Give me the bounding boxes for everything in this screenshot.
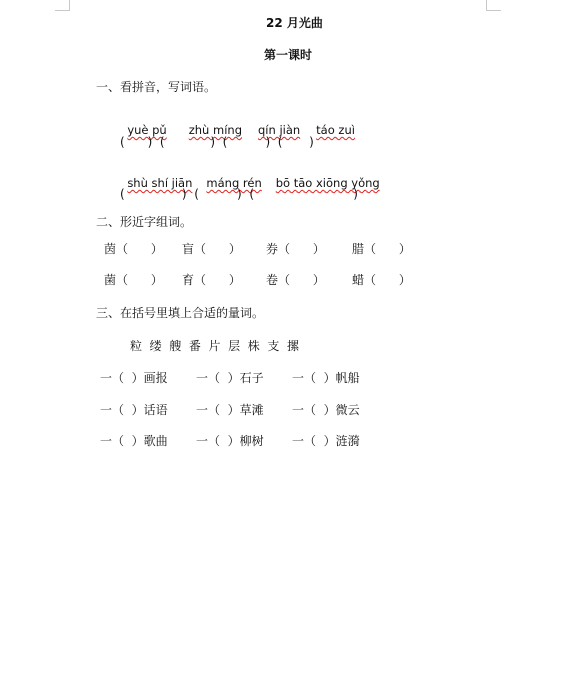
- similar-char-item: 腊（ ）: [352, 242, 411, 256]
- section3-heading: 三、在括号里填上合适的量词。: [96, 306, 265, 320]
- similar-char-item: 卷（ ）: [266, 273, 325, 287]
- page-subtitle: 第一课时: [264, 48, 313, 62]
- similar-char-item: 菌（ ）: [104, 273, 163, 287]
- measure-item: 一（ ）草滩: [196, 403, 264, 417]
- crop-mark-top-left: [55, 0, 70, 11]
- pinyin-word: qín jiàn: [258, 123, 301, 137]
- measure-word-bank: 粒 缕 艘 番 片 层 株 支 摞: [130, 339, 300, 353]
- measure-item: 一（ ）帆船: [292, 371, 360, 385]
- measure-item: 一（ ）微云: [292, 403, 360, 417]
- similar-char-item: 盲（ ）: [182, 242, 241, 256]
- section2-heading: 二、形近字组词。: [96, 215, 193, 229]
- similar-char-item: 蜡（ ）: [352, 273, 411, 287]
- pinyin-row-2: [120, 162, 380, 190]
- similar-char-item: 券（ ）: [266, 242, 325, 256]
- measure-item: 一（ ）柳树: [196, 434, 264, 448]
- pinyin-word: bō tāo xiōng yǒng: [275, 176, 380, 190]
- pinyin-word: zhù míng: [188, 123, 242, 137]
- section1-heading: 一、看拼音，写词语。: [96, 80, 217, 94]
- answer-blanks-row-1: ( ) ( ) ( ) ( ): [120, 135, 314, 149]
- measure-item: 一（ ）画报: [100, 371, 168, 385]
- pinyin-word: máng rén: [206, 176, 262, 190]
- crop-mark-top-right: [486, 0, 501, 11]
- page-title: 22 月光曲: [266, 16, 323, 30]
- pinyin-word: shù shí jiān: [127, 176, 193, 190]
- measure-item: 一（ ）涟漪: [292, 434, 360, 448]
- answer-blanks-row-2: ( ) ( ) ( ): [120, 187, 358, 201]
- measure-item: 一（ ）歌曲: [100, 434, 168, 448]
- pinyin-word: yuè pǔ: [127, 123, 167, 137]
- measure-item: 一（ ）话语: [100, 403, 168, 417]
- pinyin-word: táo zuì: [316, 123, 355, 137]
- similar-char-item: 育（ ）: [182, 273, 241, 287]
- measure-item: 一（ ）石子: [196, 371, 264, 385]
- similar-char-item: 茵（ ）: [104, 242, 163, 256]
- pinyin-row-1: [120, 109, 355, 137]
